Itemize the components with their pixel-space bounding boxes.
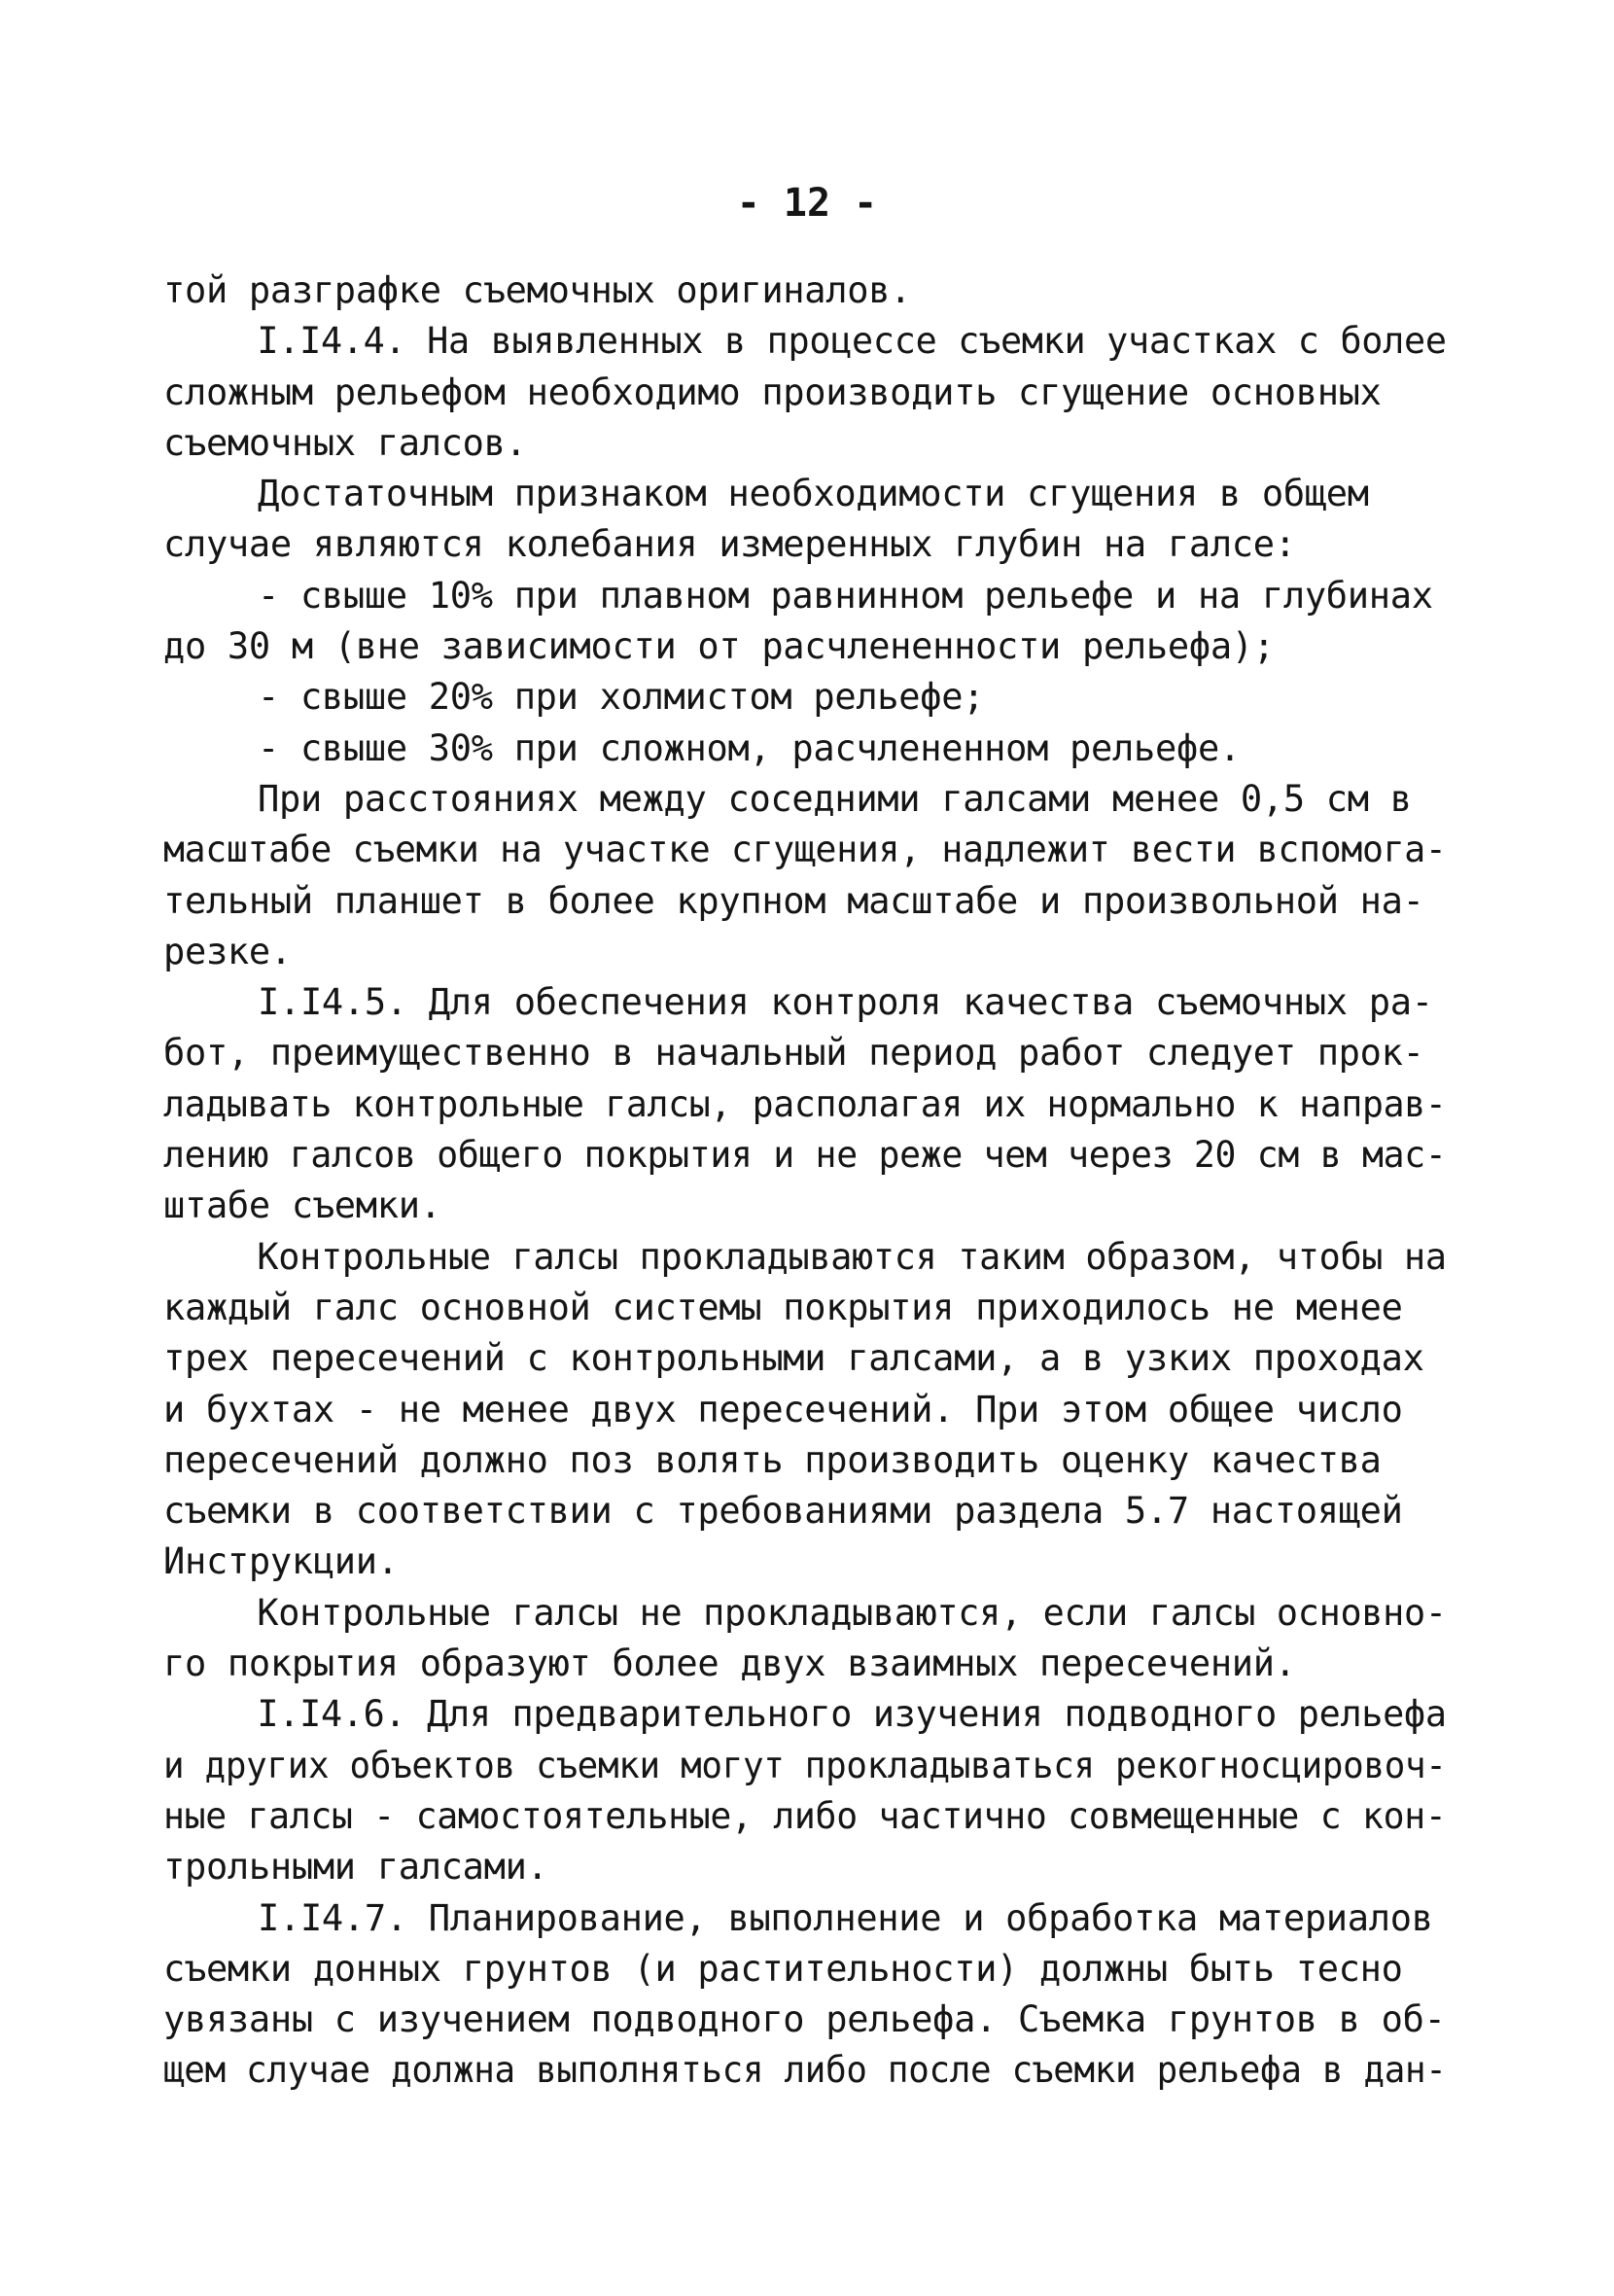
text-line: каждый галс основной системы покрытия приходилось не менее (163, 1286, 1403, 1328)
text-line: Инструкции. (163, 1540, 399, 1583)
text-line: - свыше 10% при плавном равнинном рельефе и на глубинах (258, 574, 1433, 617)
text-line: съемки донных грунтов (и растительности) должны быть тесно (163, 1947, 1403, 1990)
text-line: тельный планшет в более крупном масштабе и произвольной на- (163, 879, 1424, 922)
text-line: до 30 м (вне зависимости от расчлененности рельефа); (163, 625, 1275, 668)
text-line: Контрольные галсы не прокладываются, если галсы основно- (257, 1591, 1447, 1634)
text-line: резке. (163, 930, 292, 972)
text-line: щем случае должна выполняться либо после съемки рельефа в дан- (163, 2049, 1447, 2092)
text-line: лению галсов общего покрытия и не реже чем через 20 см в мас- (163, 1134, 1447, 1177)
text-line: I.I4.6. Для предварительного изучения подводного рельефа (257, 1693, 1447, 1736)
text-line: случае являются колебания измеренных глубин на галсе: (163, 523, 1296, 566)
text-line: Достаточным признаком необходимости сгущения в общем (258, 473, 1369, 515)
text-line: ладывать контрольные галсы, располагая их нормально к направ- (163, 1082, 1447, 1125)
text-line: I.I4.4. На выявленных в процессе съемки участках с более (257, 320, 1447, 363)
text-line: масштабе съемки на участке сгущения, надлежит вести вспомога- (163, 829, 1447, 871)
text-line: пересечений должно поз волять производить оценку качества (163, 1438, 1382, 1481)
text-line: I.I4.5. Для обеспечения контроля качества съемочных ра- (258, 981, 1433, 1024)
text-line: - свыше 30% при сложном, расчлененном рельефе. (258, 726, 1241, 769)
text-line: той разграфке съемочных оригиналов. (163, 269, 912, 311)
text-line: съемочных галсов. (163, 421, 527, 464)
text-line: трольными галсами. (163, 1846, 548, 1889)
text-line: Контрольные галсы прокладываются таким образом, чтобы на (257, 1235, 1447, 1278)
text-line: сложным рельефом необходимо производить сгущение основных (163, 371, 1382, 413)
text-line: I.I4.7. Планирование, выполнение и обработка материалов (258, 1896, 1433, 1939)
text-line: ные галсы - самостоятельные, либо частично совмещенные с кон- (163, 1794, 1447, 1837)
body-text (163, 265, 1447, 2097)
text-line: штабе съемки. (163, 1184, 441, 1227)
text-line: бот, преимущественно в начальный период работ следует прок- (163, 1032, 1424, 1075)
text-line: и других объектов съемки могут прокладываться рекогносцировоч- (163, 1744, 1447, 1786)
text-line: го покрытия образуют более двух взаимных пересечений. (163, 1643, 1296, 1685)
text-line: трех пересечений с контрольными галсами, а в узких проходах (163, 1337, 1424, 1380)
text-line: - свыше 20% при холмистом рельефе; (258, 676, 985, 719)
text-line: увязаны с изучением подводного рельефа. Съемка грунтов в об- (163, 1998, 1446, 2041)
page-number: - 12 - (736, 181, 878, 226)
text-line: и бухтах - не менее двух пересечений. При этом общее число (163, 1388, 1403, 1431)
text-line: При расстояниях между соседними галсами менее 0,5 см в (258, 777, 1412, 820)
text-line: съемки в соответствии с требованиями раздела 5.7 настоящей (163, 1490, 1403, 1533)
